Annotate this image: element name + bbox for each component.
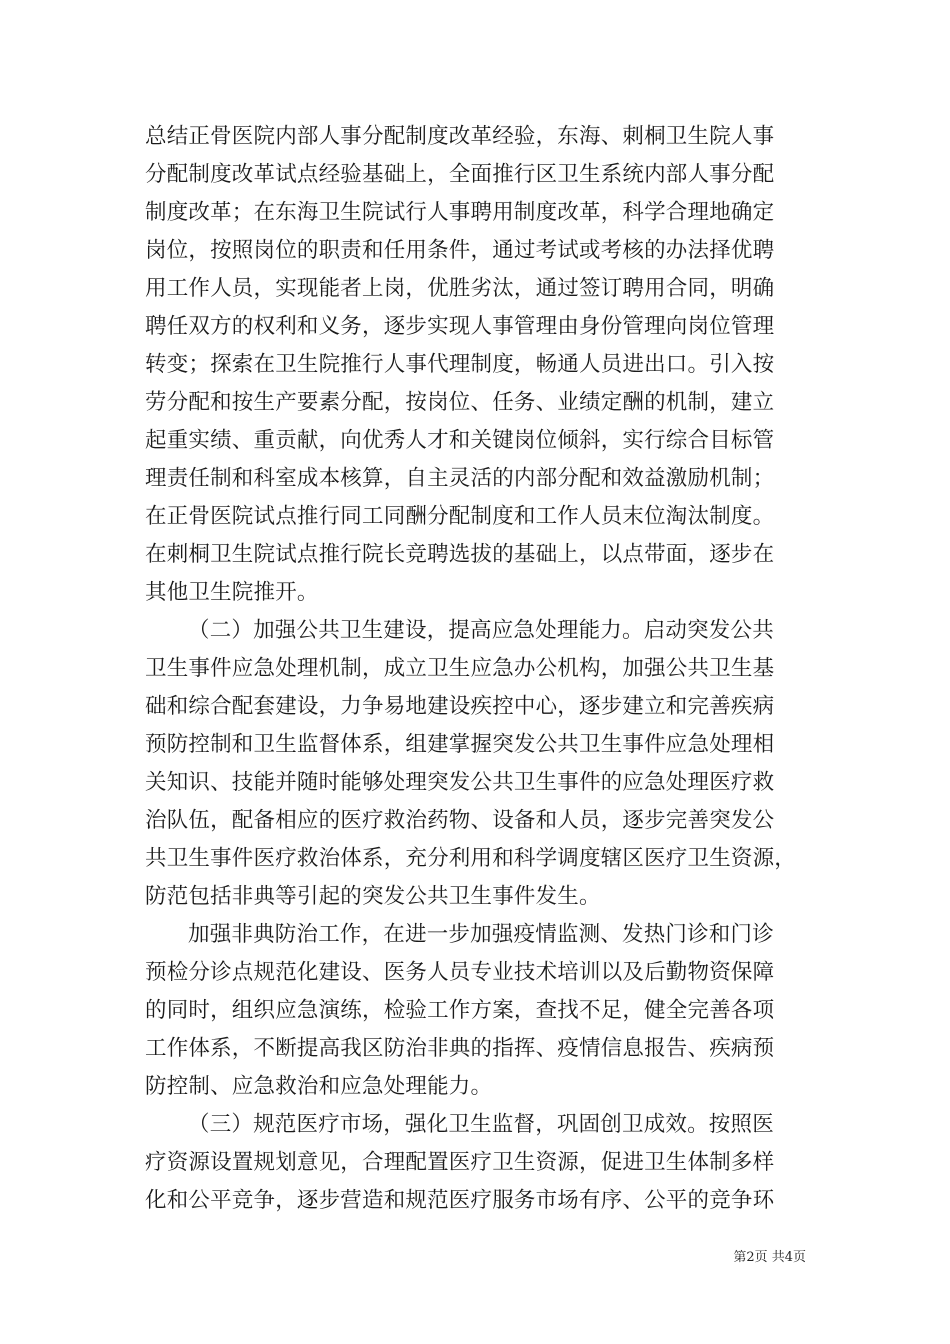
text-line: （三）规范医疗市场，强化卫生监督，巩固创卫成效。按照医	[188, 1112, 774, 1137]
text-line: 疗资源设置规划意见，合理配置医疗卫生资源，促进卫生体制多样	[145, 1150, 775, 1175]
document-body	[145, 118, 825, 1220]
text-line: 分配制度改革试点经验基础上，全面推行区卫生系统内部人事分配	[145, 162, 775, 187]
page-number-footer: 第2页 共4页	[733, 1250, 806, 1265]
text-line: 的同时，组织应急演练，检验工作方案，查找不足，健全完善各项	[145, 998, 775, 1023]
text-line: 在正骨医院试点推行同工同酬分配制度和工作人员末位淘汰制度。	[145, 504, 775, 529]
text-line: 工作体系，不断提高我区防治非典的指挥、疫情信息报告、疾病预	[145, 1036, 775, 1061]
text-line: 起重实绩、重贡献，向优秀人才和关键岗位倾斜，实行综合目标管	[145, 428, 775, 453]
text-line: 治队伍，配备相应的医疗救治药物、设备和人员，逐步完善突发公	[145, 808, 775, 833]
text-line: 总结正骨医院内部人事分配制度改革经验，东海、刺桐卫生院人事	[145, 124, 775, 149]
text-line: 理责任制和科室成本核算，自主灵活的内部分配和效益激励机制；	[145, 466, 775, 491]
text-line: 预防控制和卫生监督体系，组建掌握突发公共卫生事件应急处理相	[145, 732, 775, 757]
text-line: 防范包括非典等引起的突发公共卫生事件发生。	[145, 884, 601, 909]
text-line: 关知识、技能并随时能够处理突发公共卫生事件的应急处理医疗救	[145, 770, 775, 795]
text-line: 础和综合配套建设，力争易地建设疾控中心，逐步建立和完善疾病	[145, 694, 775, 719]
text-line: 在刺桐卫生院试点推行院长竞聘选拔的基础上，以点带面，逐步在	[145, 542, 775, 567]
text-line: 岗位，按照岗位的职责和任用条件，通过考试或考核的办法择优聘	[145, 238, 775, 263]
text-line: （二）加强公共卫生建设，提高应急处理能力。启动突发公共	[188, 618, 774, 643]
text-line: 转变；探索在卫生院推行人事代理制度，畅通人员进出口。引入按	[145, 352, 775, 377]
text-line: 防控制、应急救治和应急处理能力。	[145, 1074, 493, 1099]
text-line: 其他卫生院推开。	[145, 580, 319, 605]
text-line: 卫生事件应急处理机制，成立卫生应急办公机构，加强公共卫生基	[145, 656, 775, 681]
text-line: 制度改革；在东海卫生院试行人事聘用制度改革，科学合理地确定	[145, 200, 775, 225]
text-line: 化和公平竞争，逐步营造和规范医疗服务市场有序、公平的竞争环	[145, 1188, 775, 1213]
paragraph-medical-market	[145, 1106, 825, 1220]
text-line: 共卫生事件医疗救治体系，充分利用和科学调度辖区医疗卫生资源，	[145, 846, 797, 871]
text-line: 劳分配和按生产要素分配，按岗位、任务、业绩定酬的机制，建立	[145, 390, 775, 415]
text-line: 预检分诊点规范化建设、医务人员专业技术培训以及后勤物资保障	[145, 960, 775, 985]
text-line: 加强非典防治工作，在进一步加强疫情监测、发热门诊和门诊	[188, 922, 774, 947]
paragraph-personnel-reform	[145, 118, 825, 612]
paragraph-sars-prevention	[145, 916, 825, 1106]
text-line: 聘任双方的权利和义务，逐步实现人事管理由身份管理向岗位管理	[145, 314, 775, 339]
paragraph-public-health	[145, 612, 825, 916]
text-line: 用工作人员，实现能者上岗，优胜劣汰，通过签订聘用合同，明确	[145, 276, 775, 301]
